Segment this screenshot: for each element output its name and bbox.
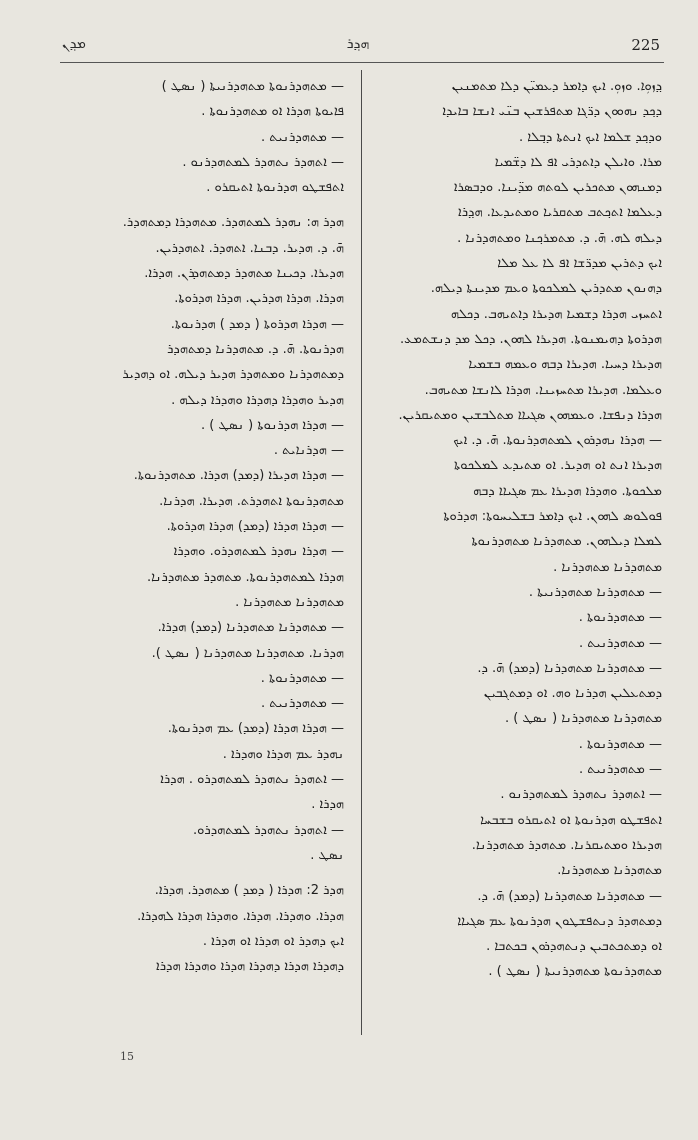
text-line: ܕܥܠܡܐ ܐܬܟ݂ܬܒ ܡܬܩܪܝܐ ܘܡܬܝܕܥܐ. ܗܕ݂ܪܐ [458,205,662,221]
text-line: ܡܬܗܕܪܢܘܬܐ ܡܬܗܕܪܢܝܬܐ ( ܢܣܛ ) . [488,964,662,980]
text-line: — ܡܬܗܕܪܢܝܬ . [578,762,662,778]
text-line: ܡܬܗܕܪܢܐ ܡܬܗܕܪܢܐ. [557,863,662,879]
text-line: ܗܕܪܢܘܬܐ. ܗ̄. ܕ. ܡܬܗܕܪܢܐ ܕܡܬܗܕܪ [167,341,344,357]
text-line: ܗܕܪܘܬܐ ܕܗܝܡܢܘܬܐ. ܗܕܝܪܐ ܠܗܘܢ. ܕܟܠ ܡܕ ܕܢܫܬܡܥ. [399,331,662,347]
text-line: ܡܬܗܕܪܢܐ ܡܬܗܕܪܢܐ . [553,559,662,575]
text-line: — ܐܬܗܕܪ ܢܬܗܕܪ ܠܡܬܗܕܪܘ . ܗܕܪܐ [160,772,344,788]
text-line: — ܡܬܗܕܪܢܘܬܐ . [260,670,344,686]
text-line: ܦܘܠܘܣ ܠܗܘܢ. ܐܝܟ ܕܐܡܪ ܒܫܠܝܚܘܬܐ: ܗܕܪܘܬܐ [443,509,662,525]
text-line: ܕܟ݂ܕ ܢܗܘܘܢ ܕܪ̈ܓܐ ܡܬܦܪܫܝܢ ܒܢ̈ܝ ܐܢܫܐ ܒܐܝܕܐ [442,104,662,120]
text-line: ܕܡܬܥܠܝܢ ܗܕܪܢܐ ܘܗ. ܐܘ ܕܡܬܓܒܝܢ [483,686,662,702]
text-line: — ܡܬܗܕܪܢܐ ܡܬܗܕܪܢܝܬܐ . [528,584,662,600]
text-line: ܐܬܦܫܛܘ ܗܕܪܢܘܬܐ ܐܘ ܐܬܝܩܪܘ ܒܫܒܚܐ [480,812,662,828]
text-line: ܗܕܪܐ . [311,797,344,813]
text-line: — ܗܕܪܢܐܝܬ . [273,443,344,459]
text-line: — ܐܬܗܕܪ ܢܬܗܕܪ ܠܡܬܗܕܪܢܘ . [500,787,662,803]
text-line: ܕܡܬܗܕܪ ܕܢܬܦܫܛܘܢ ܗܕܪܢܘܬܐ ܥܡ ܣܓܝܐܐ [457,913,662,929]
text-line: ܘܥܠܡܐ. ܗܕܝܪܐ ܡܬܚܙܝܢܐ. ܗܕܪܐ ܠܐܢܫܐ ܡܬܝܗܒ. [424,382,662,398]
signature-mark: 15 [120,1050,134,1063]
text-line: ܐܬܦܫܛܘ ܗܕܪܢܘܬܐ ܐܬܝܩܪܘ . [206,180,344,196]
running-header [0,36,698,56]
text-line: — ܐܬܗܕܪ ܢܬܗܕܪ ܠܡܬܗܕܪܢܘ . [182,154,344,170]
text-line: ܡܬܗܕܪܢܘܬܐ ܐܬܗܕܪܬ. ܗܕܝܪܐ. ܗܕܪܢܐ. [159,493,344,509]
text-line: ܕܡܢܗܘܢ ܡܬܟܪܝܢ ܠܘܬܗ ܡܕ̈ܝܢܐ. ܘܕܒܣܪܐ [453,180,662,196]
text-line: — ܗܕܪܐ ܗܕܪܐ (ܕܡܕ) ܗܕܪܐ ܗܕܪܘܬܐ. [166,519,344,535]
text-line: ܗܕܪܐ ܕܢܦܫܐ. ܘܥܡܗܘܢ ܣܓܝܐܐ ܡܬܠܒܫܝܢ ܘܡܬܝܩܪܝܢ. [398,407,662,423]
text-line: ܕܗܢܘܢ ܡܬܕܪܝܢ ܠܡܠܟܘܬܐ ܘܥܡ ܡܕܝܢܬܐ ܕܝܠܗ. [430,281,662,297]
left-text-column [62,74,344,979]
right-text-column [374,74,662,985]
text-line: ܕܗܕܪܐ ܗܕܪܐ ܕܗܕܪܐ ܗܕܪܐ ܘܗܕܪܐ ܗܕܪܐ [156,959,344,975]
text-line: ܗܕܝܪܐ ܐܢܬ ܐܘ ܗܕܝܪ. ܐܘ ܡܬܝܕܥ ܠܡܠܟܘܬܐ [454,458,662,474]
text-line: ܕܝܠܗ ܠܗ. ܗ̄. ܕ. ܡܬܡܪܟ݂ܢܐ ܘܡܬܗܕܪܢܐ . [457,230,662,246]
text-line: ܗܕܪܐ. ܘܗܕܪܐ. ܗܕܪܐ. ܘܗܕܪܐ ܗܕܪܐ ܠܗܕܪܐ. [137,908,344,924]
text-line: ܢܣܛ . [310,847,344,863]
text-line: — ܡܬܗܕܪܢܐ ܡܬܗܕܪܢܐ (ܕܡܕ) ܗ̄. ܕ. [477,660,662,676]
paragraph-gap [62,200,344,210]
text-line: ܦܐܝܘܬܐ ܗܕܪܐ ܐܘ ܡܬܗܕܪܢܘܬܐ . [201,104,344,120]
text-line: ܐܝܟ ܕܬܪܝܢ ܡܕܪ̈ܫܐ ܐܦ ܠܐ ܥܠ ܡܠܐ [497,256,662,272]
text-line: ܡܬܗܕܪܢܐ ܡܬܗܕܪܢܐ ( ܢܣܛ ) . [505,711,662,727]
header-center-word: ܗܕ݂ܪ [346,36,370,52]
text-line: ܗܕܝܪܐ ܕܚܝܐ. ܗܕܝܪܐ ܕܒܗ ܘܥܡܗ ܒܫܡܝܐ [468,357,662,373]
text-line: — ܡܬܗܕܪܢܝܬ . [260,696,344,712]
text-line: ܐܬܚܙܝ ܗܕܪܐ ܕܫܡܝܐ ܗܕܝܪܐ ܕܐܬܝܗܒ. ܕܟܠܗ [450,306,662,322]
text-line: — ܗܕܪܐ ܗܕܪܢܘܬܐ ( ܢܣܛ ) . [201,417,344,433]
text-line: — ܡܬܗܕܪܢܘܬܐ . [578,610,662,626]
text-line: ܐܝܟ ܕܗܕܪ ܐܘ ܗܕܪܐ ܐܘ ܗܕܪܐ . [202,933,344,949]
header-left-word: ܡܕ݂ܢ [62,36,86,52]
text-line: — ܡܬܗܕܪܢܝܬ . [578,635,662,651]
text-line: — ܡܬܗܕܪܢܝܬ . [260,129,344,145]
text-line: ܡܬܗܕܪܢܐ ܡܬܗܕܪܢܐ . [235,594,344,610]
text-line: ܗܕܝܪܐ. ܕܟܝܢܐ ܡܬܗܕܪ ܕܡܬܗܕܪܢ. ܗܕܪܐ. [144,266,344,282]
text-line: — ܡܬܗܕܪܢܐ ܡܬܗܕܪܢܐ (ܕܡܕ) ܗ̄. ܕ. [477,888,662,904]
text-line: ܗܕܪܐ ܠܡܬܗܕܪܢܘܬܐ. ܡܬܗܕܪ ܡܬܗܕܪܢܐ. [146,569,344,585]
text-line: — ܗܕܪܐ ܗܕܝܪܐ (ܕܡܕ) ܗܕܪܐ. ܡܬܗܕܪܢܘܬܐ. [133,468,344,484]
text-line: — ܗܕܪܐ ܗܕܪܘܬܐ ( ܕܡܕ ) ܗܕܪܢܘܬܐ. [170,316,344,332]
text-line: — ܡܬܗܕܪܢܐ ܡܬܗܕܪܢܐ (ܕܡܕ) ܗܕܪܐ. [157,620,344,636]
text-line: ܐܘ ܕܡܬܟܬܒܝܢ ܕܢܬܗܕܪܘܢ ܒܟܬܒܐ . [486,939,662,955]
text-line: — ܗܕܪܐ ܢܗܕܪ ܠܡܬܗܕܪܘ. ܘܗܕܪܐ [173,544,344,560]
text-line: — ܐܬܗܕܪ ܢܬܗܕܪ ܠܡܬܗܕܪܘ. [192,822,344,838]
column-divider [361,70,362,1035]
text-line: ܡܪܐ. ܘܐܝܠܢ ܕܐܬܕܪܝ ܐܦ ܠܐ ܕܫ̈ܡܝܐ [494,154,662,170]
header-rule [60,62,664,63]
page-number: 225 [631,36,660,54]
text-line: ܗܕܪܐ. ܗܕܪܐ ܗܕܪܝܢ. ܗܕܪܐ ܗܕܪܘܬܐ. [174,291,344,307]
text-line: ܗܕܪ ܗ: ܢܗܕܪ ܠܡܬܗܕܪ. ܡܬܗܕܪܐ ܕܡܬܗܕܪ. [122,215,344,231]
text-line: — ܡܬܗܕܪܢܘܬܐ . [578,736,662,752]
text-line: ܘܕܟ݂ܕ ܫܠܡܐ ܐܝܟ ܐܢܬܬܐ ܕܒ݂ܠܐ . [519,129,662,145]
text-line: ܠܡܠܐ ܕܝܠܗܘܢ. ܡܬܗܕܪܢܐ ܡܬܗܕܪܢܘܬܐ [471,534,662,550]
text-line: ܗܕܝܪܐ ܘܡܬܝܩܪܢܐ. ܡܬܗܕܪ ܡܬܗܕܪܢܐ. [471,837,662,853]
paragraph-gap [62,868,344,878]
text-line: ܗܕܝܪ ܘܗܕܪܐ ܕܗܕܪܐ ܘܗܕܪܐ ܕܝܠܗ . [171,392,344,408]
text-line: ܕܡܬܗܕܪܢܐ ܘܡܬܗܕܪ ܗܕܝܪ ܕܝܠܗ. ܐܘ ܕܗܕܝܪ [122,367,344,383]
text-line: ܗܕܪܢܐ. ܡܬܗܕܪܢܐ ܡܬܗܕܪܢܐ ( ܢܣܛ ). [151,645,344,661]
text-line: ܢܗܕܪ ܥܡ ܗܕܪܐ ܘܗܕܪܐ . [222,746,344,762]
text-line: — ܗܕܪܐ ܗܕܪܐ (ܕܡܕ) ܥܡ ܗܕܪܢܘܬܐ. [167,721,344,737]
text-line: — ܡܬܗܕܪܢܘܬܐ ܡܬܗܕܪܢܝܬܐ ( ܢܣܛ ) [161,79,344,94]
text-line: ܡܠܟܘܬܐ. ܘܗܕܪܐ ܗܕܝܪܐ ܥܡ ܣܓܝܐܐ ܕܒܗ [473,483,662,499]
text-line: ܗܕܪ 2: ܗܕܪܐ ( ܕܡܕ ) ܡܬܗܕܪ. ܗܕܪܐ. [154,883,344,899]
text-line: — ܗܕܪܐ ܢܗܕܪܘܢ ܠܡܬܗܕܪܢܘܬܐ. ܗ̄. ܕ. ܐܝܟ [453,433,662,449]
text-line: ܗ̄. ܕ. ܗܕܝܪ. ܕܒܢܐ. ܐܬܗܕܪ. ܐܬܗܕܪܝܢ. [155,240,344,256]
text-line: ܕ݂ܙܘܼܐ. ܘܙܘܼ. ܐܝܟ ܕܐܡܪ ܕܥܡܝ̈ܢ ܕܠܐ ܡܬܡܢܝܢ [451,79,662,94]
